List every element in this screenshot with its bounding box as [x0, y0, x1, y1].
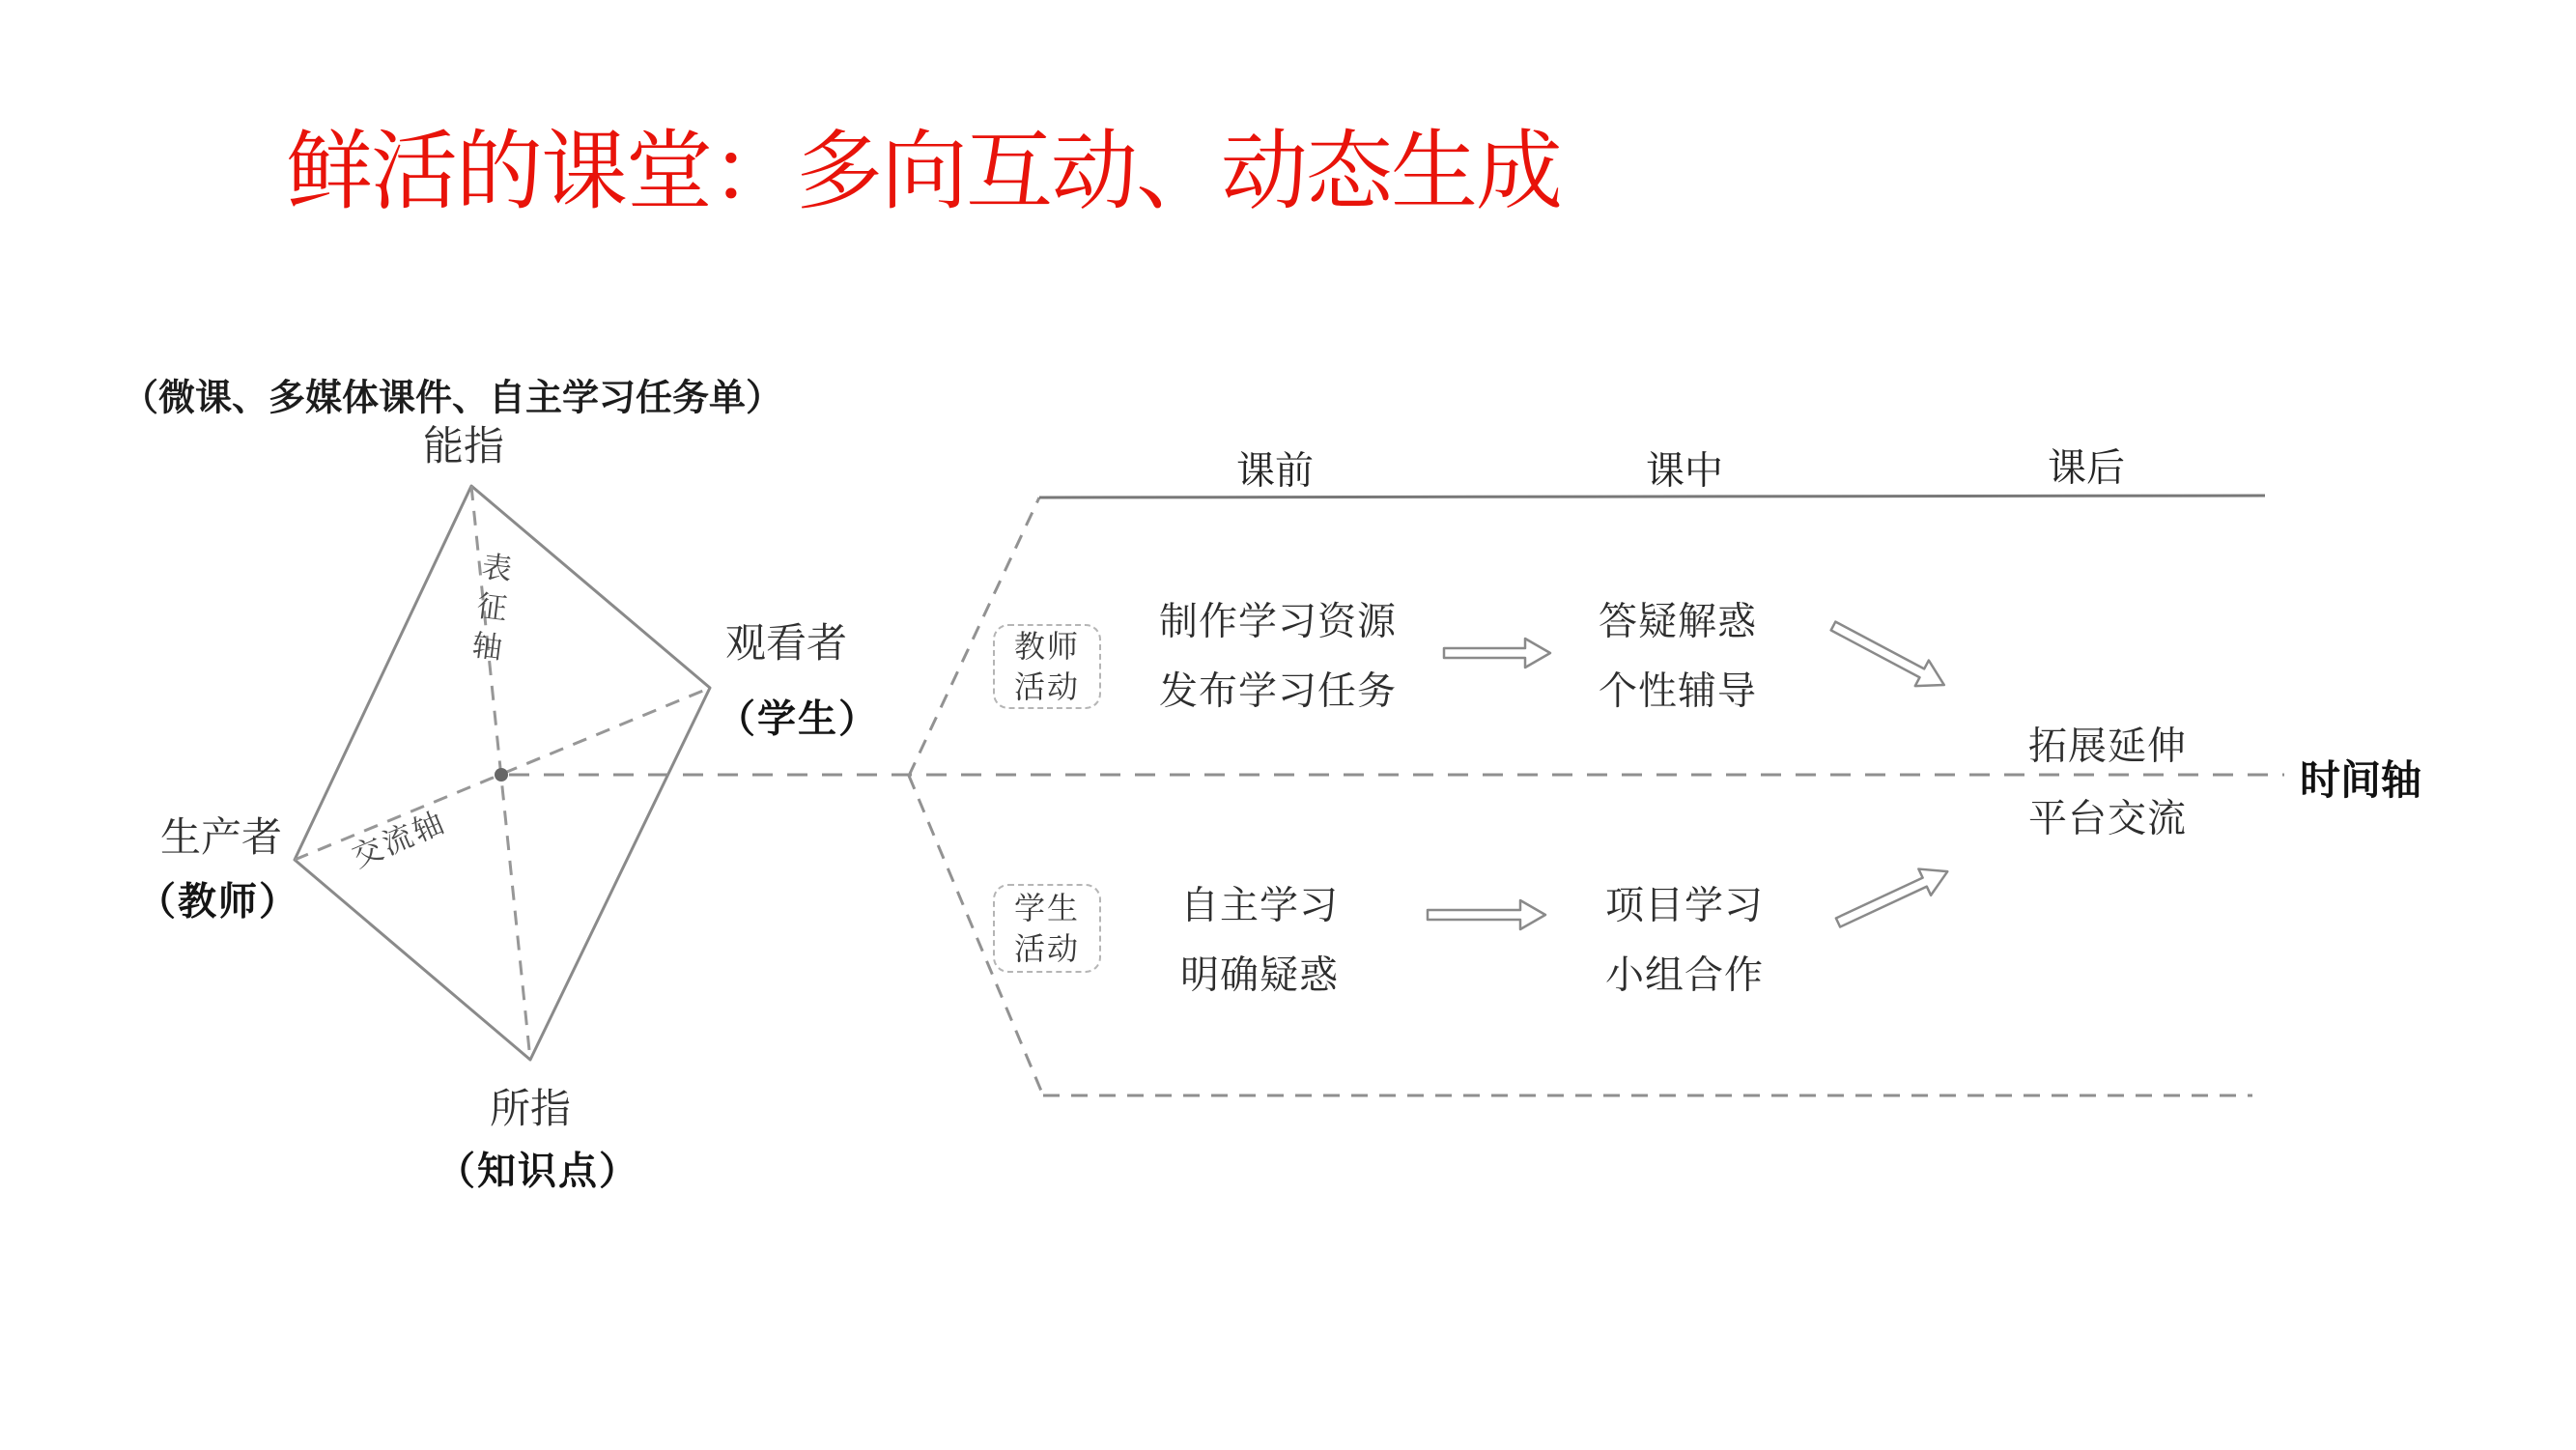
- phase-header-before-class: 课前: [1236, 449, 1314, 493]
- post-item-2: 平台交流: [2028, 797, 2187, 840]
- phase-header-in-class: 课中: [1646, 449, 1723, 493]
- phase-header-after-class: 课后: [2048, 446, 2125, 490]
- producer-label: 生产者: [159, 814, 283, 860]
- viewer-label: 观看者: [724, 620, 848, 666]
- page-title: 鲜活的课堂：多向互动、动态生成: [286, 125, 1561, 220]
- diamond-center-dot: [495, 768, 508, 782]
- teacher-mid-to-post-arrow-icon: [1826, 613, 1951, 698]
- post-item-1: 拓展延伸: [2028, 725, 2187, 768]
- teacher-mid-item-1: 答疑解惑: [1599, 600, 1757, 643]
- producer-sub-label: （教师）: [137, 880, 299, 924]
- student-mid-item-1: 项目学习: [1605, 884, 1764, 927]
- time-axis-label: 时间轴: [2299, 757, 2422, 803]
- student-activity-line2: 活动: [1013, 931, 1080, 966]
- teacher-mid-item-2: 个性辅导: [1599, 669, 1757, 713]
- viewer-sub-label: （学生）: [717, 697, 879, 741]
- signified-label: 所指: [489, 1086, 572, 1131]
- timeline-top-line: [1039, 496, 2265, 498]
- resources-note: （微课、多媒体课件、自主学习任务单）: [121, 378, 783, 419]
- signified-sub-label: （知识点）: [437, 1150, 639, 1193]
- teacher-pre-item-1: 制作学习资源: [1159, 600, 1397, 643]
- student-mid-item-2: 小组合作: [1605, 953, 1764, 997]
- teacher-activity-box: [993, 624, 1101, 709]
- student-pre-to-mid-arrow-icon: [1428, 900, 1545, 929]
- teacher-activity-line1: 教师: [1013, 629, 1080, 664]
- representation-axis-label: 表征轴: [465, 549, 513, 672]
- teacher-pre-to-mid-arrow-icon: [1444, 639, 1550, 668]
- communication-axis-label: 交流轴: [347, 804, 451, 874]
- student-activity-box: [993, 884, 1101, 973]
- student-pre-item-1: 自主学习: [1180, 884, 1339, 927]
- student-pre-item-2: 明确疑惑: [1180, 953, 1339, 997]
- student-mid-to-post-arrow-icon: [1832, 859, 1954, 936]
- student-activity-line1: 学生: [1013, 891, 1080, 925]
- signifier-label: 能指: [422, 423, 505, 469]
- teacher-activity-line2: 活动: [1013, 669, 1080, 704]
- teacher-pre-item-2: 发布学习任务: [1159, 669, 1397, 713]
